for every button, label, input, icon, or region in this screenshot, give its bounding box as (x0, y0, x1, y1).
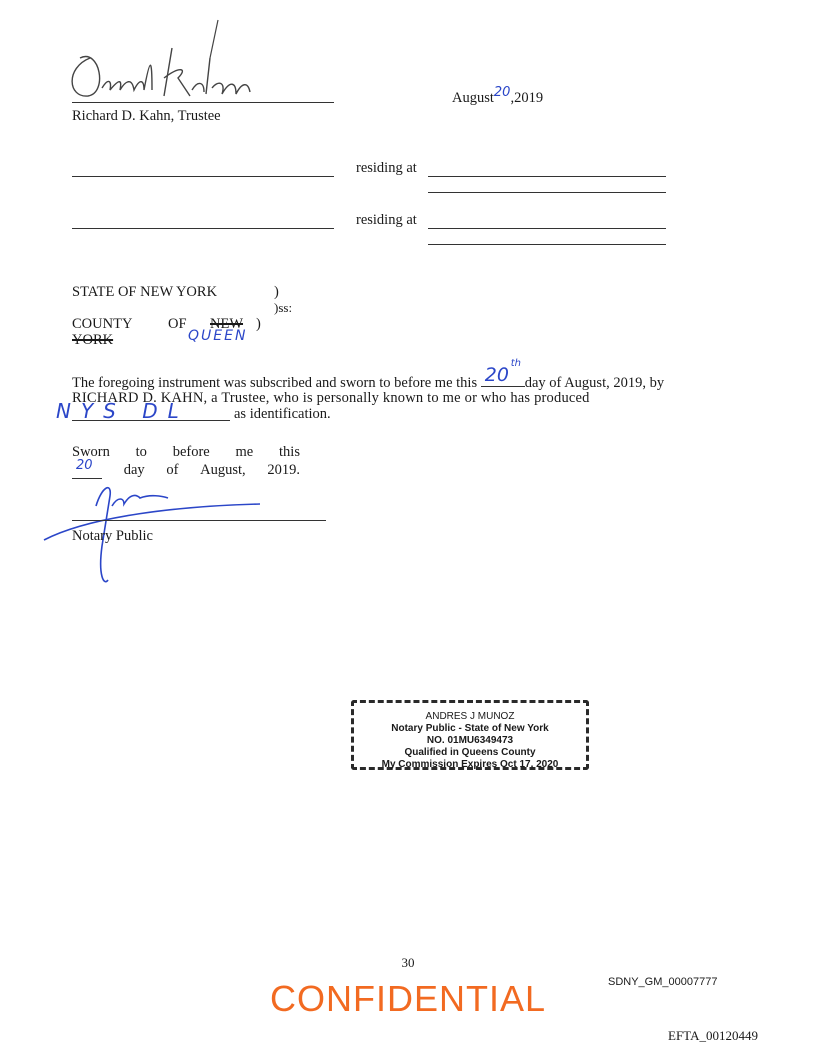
acknowledgment-line-1 (72, 358, 665, 392)
acknowledgment-id-line (72, 420, 230, 421)
page-number: 30 (401, 955, 415, 970)
trustee-signature-line (72, 102, 334, 103)
trustee-name: Richard D. Kahn, Trustee (72, 108, 221, 124)
venue-state: STATE OF NEW YORK (72, 284, 218, 300)
jurat-word-to: to (135, 444, 147, 460)
witness-residing-label-1: residing at (356, 160, 417, 176)
jurat-word-of: of (166, 462, 179, 478)
witness-address-line-1b (428, 192, 666, 193)
acknowledgment-line-3: as identification. (234, 406, 331, 422)
confidential-watermark: CONFIDENTIAL (269, 978, 547, 1019)
notary-label: Notary Public (72, 528, 153, 544)
venue-county-handwritten: QUEEN (188, 328, 248, 344)
acknowledgment-text-1: The foregoing instrument was subscribed and sworn to before me this (72, 375, 478, 391)
bates-sdny: SDNY_GM_00007777 (608, 976, 718, 988)
jurat-word-year: 2019. (267, 462, 300, 478)
venue-ss: )ss: (274, 300, 293, 315)
trustee-signature (60, 18, 260, 106)
venue-county-struck-1: NEW (210, 316, 244, 332)
acknowledgment-line-2: RICHARD D. KAHN, a Trustee, who is personally known to me or who has produced (72, 390, 590, 406)
notary-signature-line (72, 520, 326, 521)
witness-address-line-2b (428, 244, 666, 245)
acknowledgment-text-2: day of August, 2019, by (524, 375, 665, 391)
stamp-line-4: Qualified in Queens County (404, 747, 536, 758)
notary-stamp (351, 700, 589, 770)
date-year: ,2019 (510, 90, 544, 106)
witness-residing-label-2: residing at (356, 212, 417, 228)
date-day-handwritten: 20 (493, 85, 511, 100)
jurat-word-sworn: Sworn (72, 444, 110, 460)
venue-county-word: COUNTY (72, 316, 133, 332)
venue-paren-1: ) (274, 284, 279, 300)
acknowledgment-day-suffix-handwritten: th (510, 358, 521, 369)
acknowledgment-id-handwritten: NYS DL (56, 399, 189, 423)
jurat-word-day: day (123, 462, 145, 478)
stamp-line-3: NO. 01MU6349473 (426, 735, 514, 746)
witness-signature-line-2 (72, 228, 334, 229)
acknowledgment-day-handwritten: 20 (484, 364, 509, 386)
witness-address-line-1a (428, 176, 666, 177)
bates-efta: EFTA_00120449 (668, 1028, 758, 1043)
jurat-word-this: this (279, 444, 300, 460)
venue-of-word: OF (168, 316, 187, 332)
witness-signature-line-1 (72, 176, 334, 177)
venue-paren-2: ) (256, 316, 261, 332)
jurat-word-me: me (235, 444, 254, 460)
jurat-line-1 (72, 444, 300, 461)
stamp-line-2: Notary Public - State of New York (391, 723, 549, 734)
date-month: August (452, 90, 494, 106)
stamp-line-5: My Commission Expires Oct 17, 2020 (381, 759, 559, 770)
jurat-word-before: before (172, 444, 210, 460)
venue-county-struck-2: YORK (72, 332, 114, 348)
witness-address-line-2a (428, 228, 666, 229)
stamp-name: ANDRES J MUNOZ (425, 711, 515, 722)
signature-date (452, 85, 544, 107)
jurat-day-handwritten: 20 (76, 458, 93, 473)
jurat-word-august: August, (200, 462, 246, 478)
